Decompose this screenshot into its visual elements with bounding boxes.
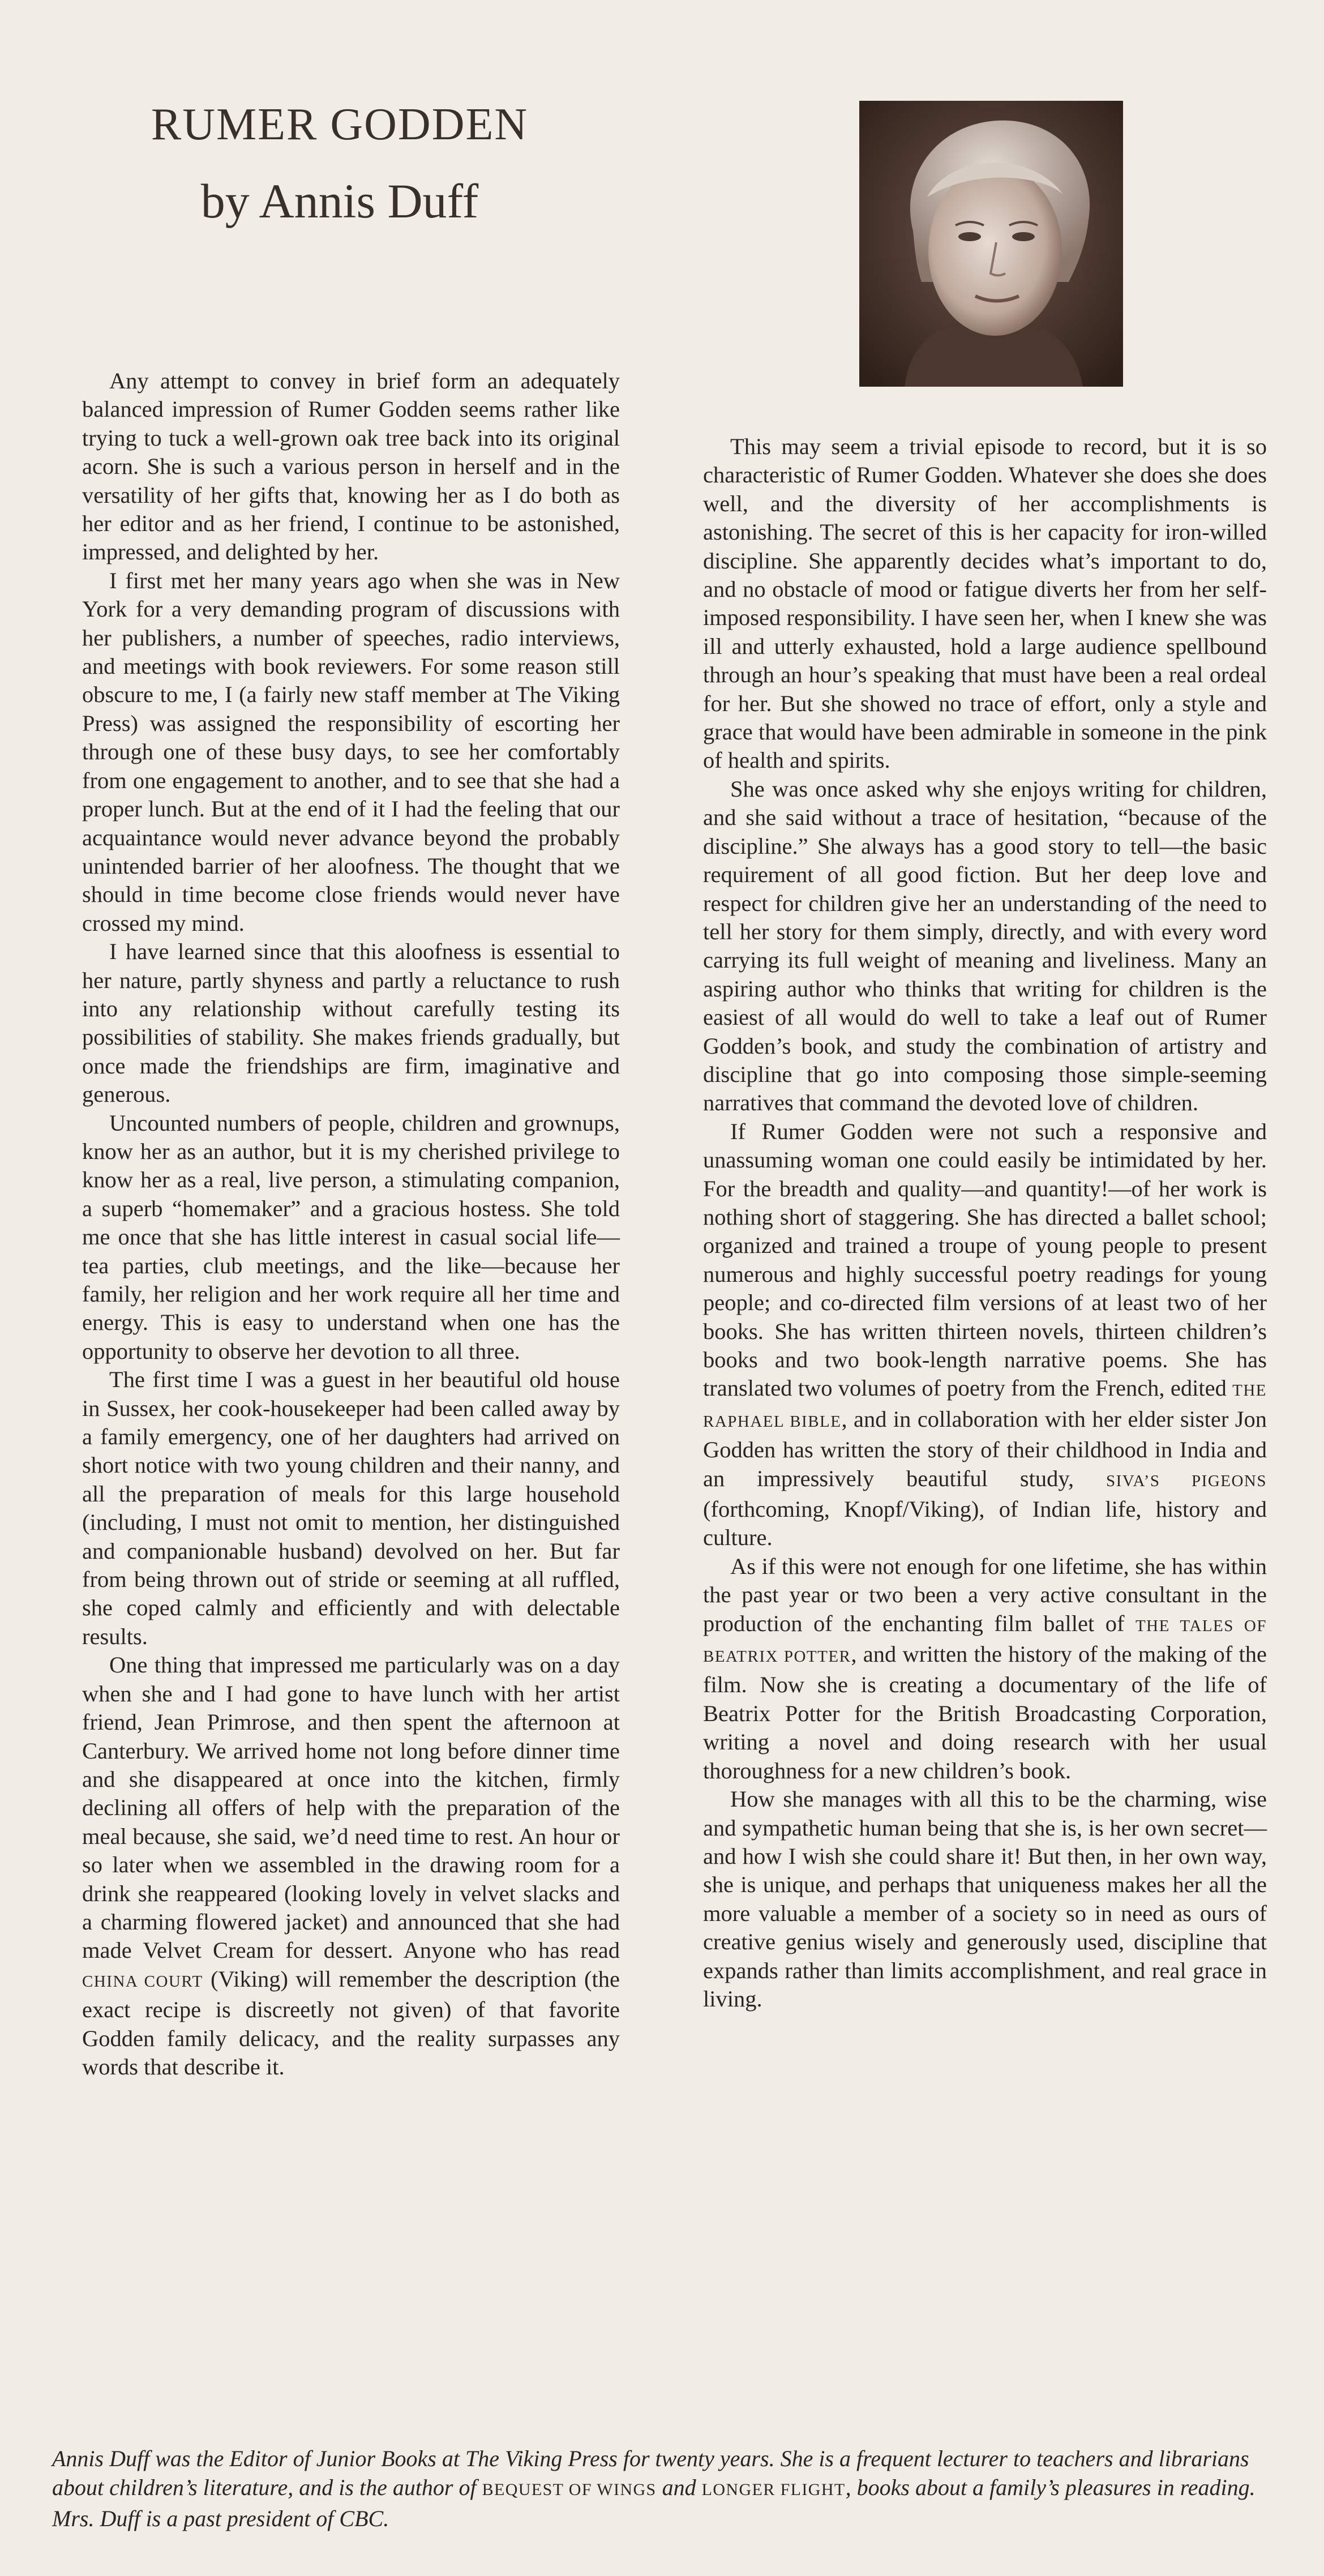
body-paragraph: Uncounted numbers of people, children and grownups, know her as an author, but it is my cherished privilege to know her as a real, live person, a stimulating companion, a superb “homemaker” and a gracious hostess. She told me once that she has little interest in casual social life—tea parties, club meetings, and the like—because her family, her religion and her work require all her time and energy. This is easy to understand when one has the opportunity to observe her devotion to all three.	[82, 1110, 620, 1364]
body-paragraph	[82, 1651, 620, 2081]
body-paragraph: The first time I was a guest in her beautiful old house in Sussex, her cook-housekeeper had been called away by a family emergency, one of her daughters had arrived on short notice with two young children and their nanny, and all the preparation of meals for this large household (including, I must not omit to mention, her distinguished and companionable husband) devolved on her. But far from being thrown out of stride or seeming at all ruffled, she coped calmly and efficiently and with delectable results.	[82, 1367, 620, 1649]
author-note	[52, 2444, 1269, 2533]
text-run: (Viking) will remember the description (the exact recipe is discreetly not given) of that favorite Godden family delicacy, and the reality surpasses any words that describe it.	[82, 1966, 620, 2079]
body-paragraph: Any attempt to convey in brief form an adequately balanced impression of Rumer Godden seems rather like trying to tuck a well-grown oak tree back into its original acorn. She is such a various person in herself and in the versatility of her gifts that, knowing her as I do both as her editor and as her friend, I continue to be astonished, impressed, and delighted by her.	[82, 368, 620, 565]
body-paragraph: I have learned since that this aloofness is essential to her nature, partly shyness and partly a reluctance to rush into any relationship without carefully testing its possibilities of stability. She makes friends gradually, but once made the friendships are firm, imaginative and generous.	[82, 939, 620, 1107]
text-run: (forthcoming, Knopf/Viking), of Indian life, history and culture.	[703, 1496, 1267, 1551]
left-column	[82, 367, 620, 2081]
text-run: If Rumer Godden were not such a responsive and unassuming woman one could easily be intimidated by her. For the breadth and quality—and quantity!—of her work is nothing short of staggering. She has directed a ballet school; organized and trained a troupe of young people to present numerous and highly successful poetry readings for young people; and co-directed film versions of at least two of her books. She has written thirteen novels, thirteen children’s books and two book-length narrative poems. She has translated two volumes of poetry from the French, edited	[703, 1118, 1267, 1401]
body-paragraph: This may seem a trivial episode to record, but it is so characteristic of Rumer Godden. Whatever she does she does well, and the diversity of her accomplishments is astonishing. The secret of this is her capacity for iron-willed discipline. She apparently decides what’s important to do, and no obstacle of mood or fatigue diverts her from her self-imposed responsibility. I have seen her, when I knew she was ill and utterly exhausted, hold a large audience spellbound through an hour’s speaking that must have been a real ordeal for her. But she showed no trace of effort, only a style and grace that would have been admirable in someone in the pink of health and spirits.	[703, 434, 1267, 773]
book-title-tales-of-beatrix-potter: THE TALES OF BEATRIX POTTER	[703, 1616, 1267, 1666]
right-column	[703, 433, 1267, 2013]
author-portrait	[859, 101, 1123, 387]
text-run: One thing that impressed me particularly was on a day when she and I had gone to have lunch with her artist friend, Jean Primrose, and then spent the afternoon at Canterbury. We arrived home not long before dinner time and she disappeared at once into the kitchen, firmly declining all offers of help with the preparation of the meal because, she said, we’d need time to rest. An hour or so later when we assembled in the drawing room for a drink she reappeared (looking lovely in velvet slacks and a charming flowered jacket) and announced that she had made Velvet Cream for dessert. Anyone who has read	[82, 1652, 620, 1963]
text-run: As if this were not enough for one lifetime, she has within the past year or two been a very active consultant in the production of the enchanting film ballet of	[703, 1553, 1267, 1636]
body-paragraph: I first met her many years ago when she was in New York for a very demanding program of discussions with her publishers, a number of speeches, radio interviews, and meetings with book reviewers. For some reason still obscure to me, I (a fairly new staff member at The Viking Press) was assigned the responsibility of escorting her through one of these busy days, to see her comfortably from one engagement to another, and to see that she had a proper lunch. But at the end of it I had the feeling that our acquaintance would never advance beyond the probably unintended barrier of her aloofness. The thought that we should in time become close friends would never have crossed my mind.	[82, 567, 620, 936]
article-title: RUMER GODDEN	[151, 100, 529, 149]
portrait-image	[859, 101, 1123, 387]
text-run: , books about a family’s pleasures in reading. Mrs. Duff is a past president of CBC.	[52, 2475, 1256, 2531]
text-run: Annis Duff was the Editor of Junior Books at The Viking Press for twenty years. She is a frequent lecturer to teachers and librarians about children’s literature, and is the author of	[52, 2446, 1249, 2500]
book-title-sivas-pigeons: SIVA’S PIGEONS	[1106, 1471, 1267, 1490]
text-run: and	[656, 2475, 702, 2500]
body-paragraph: How she manages with all this to be the charming, wise and sympathetic human being that she is, is her own secret—and how I wish she could share it! But then, in her own way, she is unique, and perhaps that uniqueness makes her all the more valuable a member of a society so in need as ours of creative genius wisely and generously used, discipline that expands rather than limits accomplishment, and real grace in living.	[703, 1786, 1267, 2012]
article-byline: by Annis Duff	[200, 174, 479, 228]
book-title-china-court: CHINA COURT	[82, 1972, 203, 1991]
body-paragraph	[703, 1552, 1267, 1785]
book-title-bequest-of-wings: BEQUEST OF WINGS	[482, 2480, 657, 2499]
book-title-raphael-bible: THE RAPHAEL BIBLE	[703, 1381, 1267, 1431]
body-paragraph	[703, 1118, 1267, 1552]
text-run: , and written the history of the making of the film. Now she is creating a documentary of the life of Beatrix Potter for the British Broadcasting Corporation, writing a novel and doing research with her usual thoroughness for a new children’s book.	[703, 1641, 1267, 1783]
body-paragraph: She was once asked why she enjoys writing for children, and she said without a trace of hesitation, “because of the discipline.” She always has a good story to tell—the basic requirement of all good fiction. But her deep love and respect for children give her an understanding of the need to tell her story for them simply, directly, and with every word carrying its full weight of meaning and liveliness. Many an aspiring author who thinks that writing for children is the easiest of all would do well to take a leaf out of Rumer Godden’s book, and study the combination of artistry and discipline that go into composing those simple-seeming narratives that command the devoted love of children.	[703, 776, 1267, 1116]
book-title-longer-flight: LONGER FLIGHT	[701, 2480, 846, 2499]
text-run: , and in collaboration with her elder sister Jon Godden has written the story of their childhood in India and an impressively beautiful study,	[703, 1406, 1267, 1491]
